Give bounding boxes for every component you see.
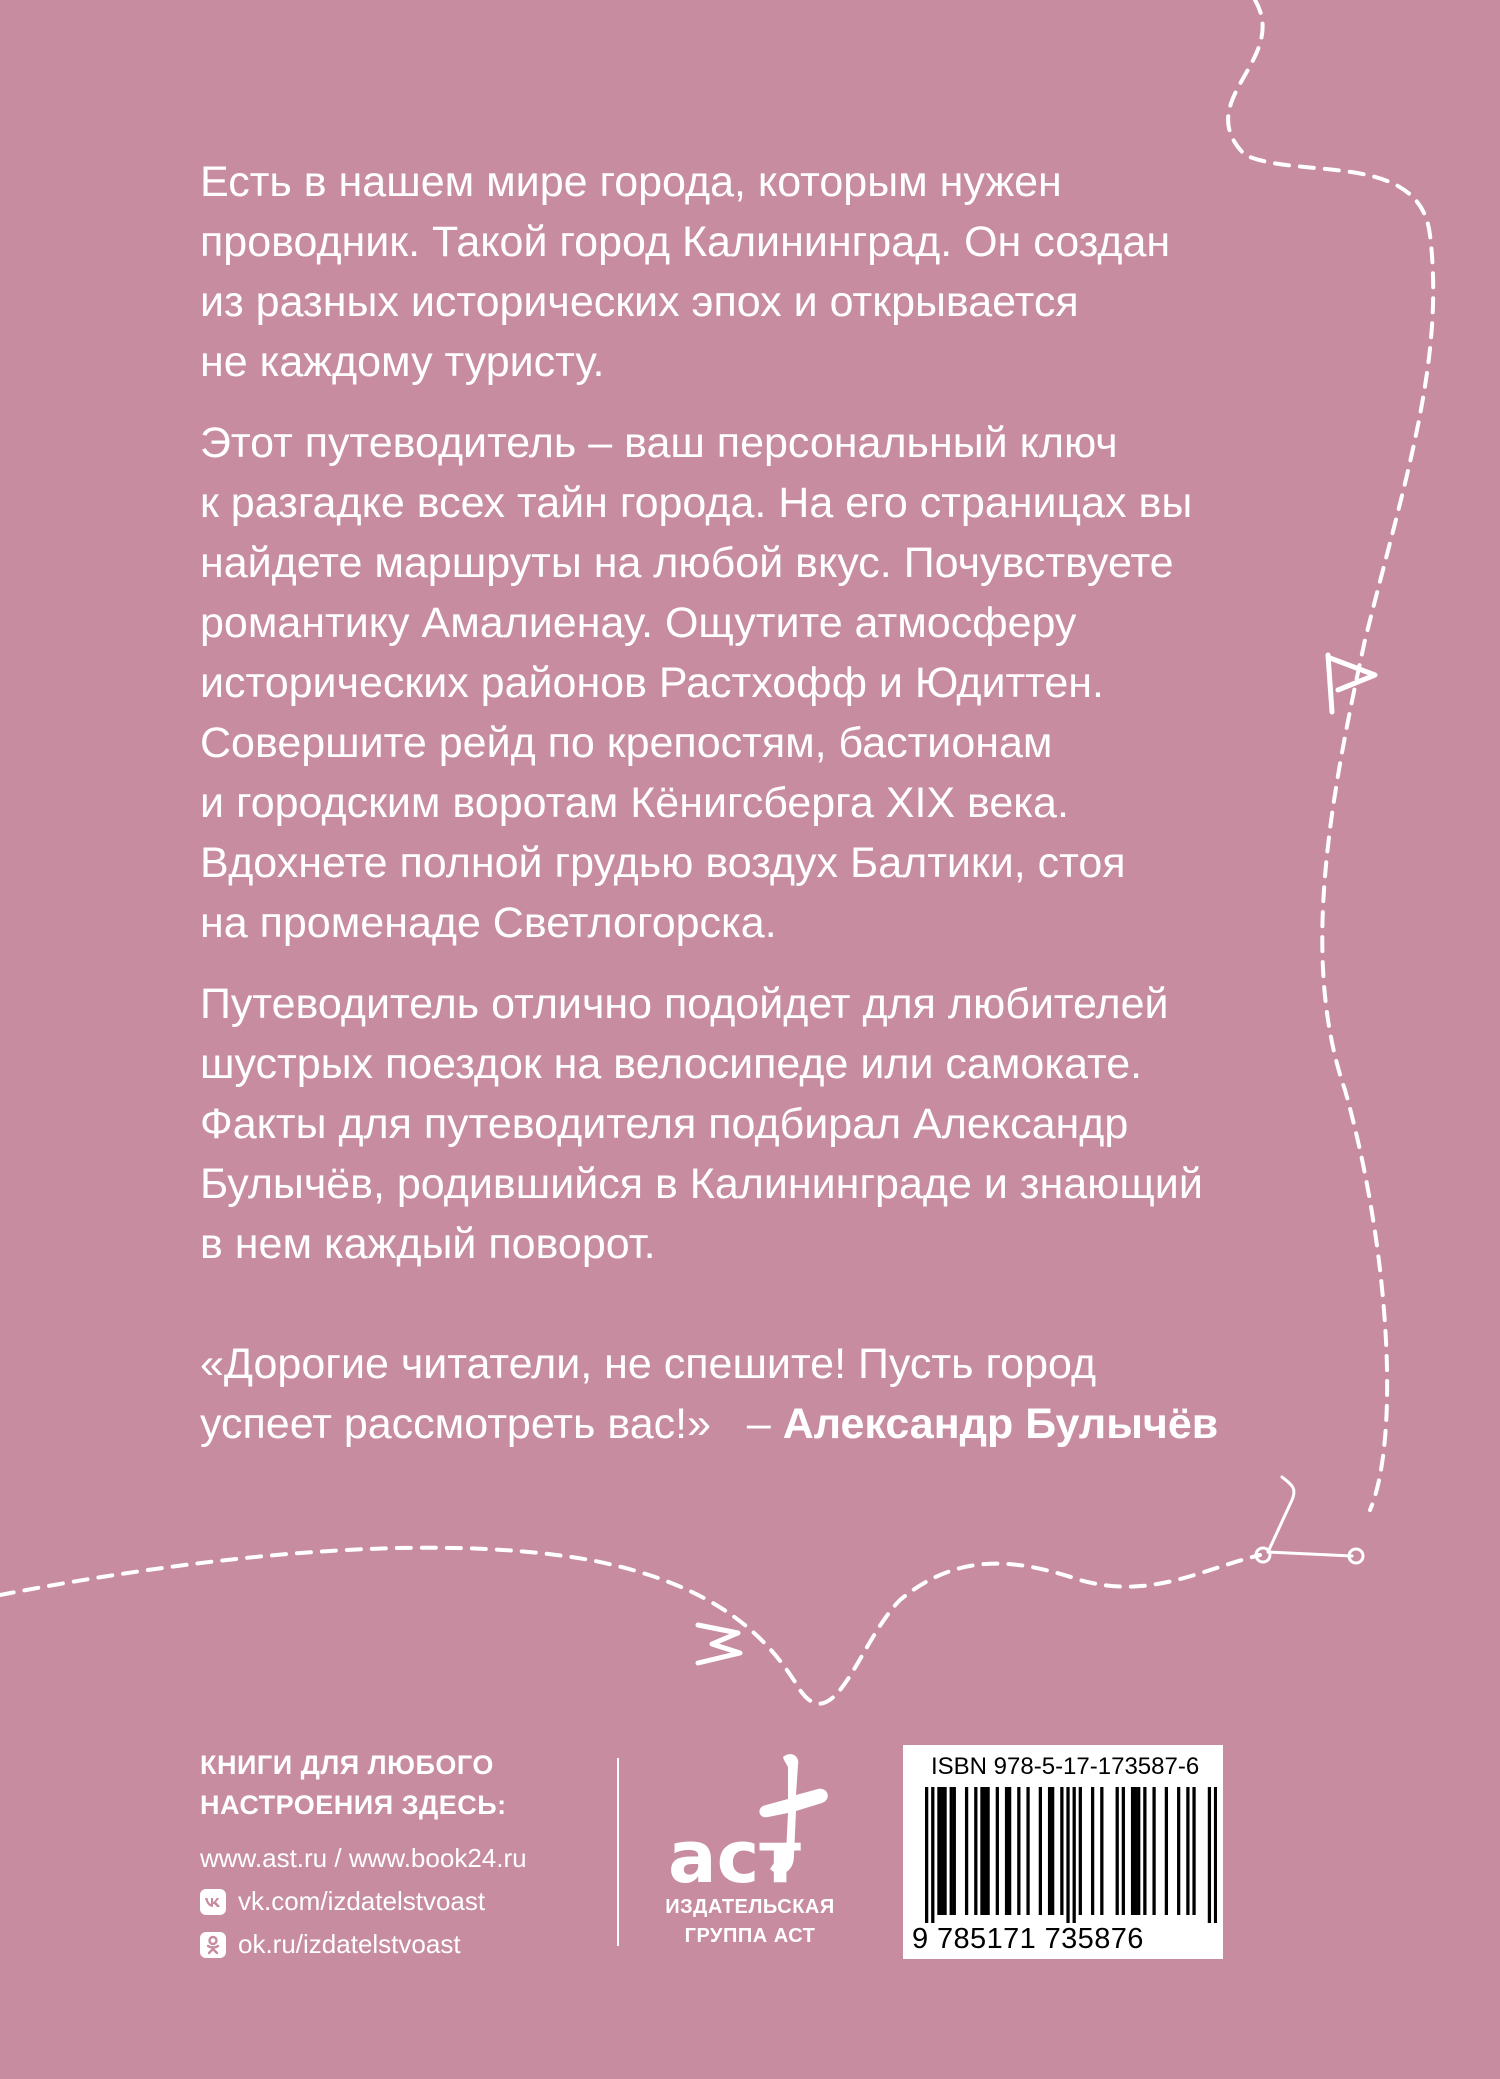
barcode-bar (953, 1787, 956, 1915)
publisher-caption-line-1: ИЗДАТЕЛЬСКАЯ (665, 1896, 835, 1918)
barcode-bar (1005, 1787, 1008, 1915)
barcode-bar (931, 1787, 934, 1923)
barcode-bar (1048, 1787, 1051, 1915)
barcode-bar (980, 1787, 983, 1915)
blurb-line: Булычёв, родившийся в Калининграде и знающий (200, 1160, 1203, 1208)
barcode-bar (1051, 1787, 1054, 1915)
ok-link[interactable] (200, 1923, 527, 1966)
blurb-line: в нем каждый поворот. (200, 1220, 656, 1268)
websites-link[interactable] (200, 1837, 527, 1880)
author-quote (200, 1334, 1340, 1454)
barcode-bar (1100, 1787, 1103, 1915)
barcode-bar (925, 1787, 928, 1923)
barcode-bar (965, 1787, 968, 1915)
blurb-line: Вдохнете полной грудью воздух Балтики, стоя (200, 839, 1126, 887)
vk-text: vk.com/izdatelstvoast (238, 1886, 486, 1916)
quote-line-2: успеет рассмотреть вас!» – (200, 1400, 783, 1448)
blurb-paragraph-3 (200, 974, 1340, 1274)
back-cover-blurb (200, 152, 1340, 1454)
barcode-bar (1186, 1787, 1189, 1915)
blurb-line: и городским воротам Кёнигсберга XIX века. (200, 779, 1069, 827)
barcode-bar (1214, 1787, 1217, 1923)
dashed-route-bottom (0, 1548, 1260, 1704)
blurb-line: Путеводитель отлично подойдет для любителей (200, 980, 1169, 1028)
scooter-icon (1256, 1477, 1363, 1563)
blurb-line: из разных исторических эпох и открывается (200, 278, 1079, 326)
barcode-bar (1131, 1787, 1134, 1915)
vk-link[interactable] (200, 1880, 527, 1923)
blurb-line: не каждому туристу. (200, 338, 605, 386)
barcode-bar (1091, 1787, 1094, 1915)
promo-block (200, 1745, 527, 1966)
barcode-bar (1066, 1787, 1069, 1923)
blurb-line: найдете маршруты на любой вкус. Почувствуете (200, 539, 1174, 587)
barcode-bar (1017, 1787, 1020, 1915)
barcode-bar (996, 1787, 999, 1915)
barcode-bar (974, 1787, 977, 1915)
ast-logo (650, 1745, 850, 1890)
barcode-bar (1165, 1787, 1168, 1915)
barcode-bar (1039, 1787, 1042, 1915)
blurb-line: шустрых поездок на велосипеде или самокате. (200, 1040, 1143, 1088)
barcode-bar (1192, 1787, 1195, 1915)
barcode-bar (940, 1787, 943, 1915)
vk-icon (200, 1889, 226, 1915)
promo-title-line-2: НАСТРОЕНИЯ ЗДЕСЬ: (200, 1790, 507, 1820)
ast-logo-text: аст (668, 1815, 801, 1890)
blurb-line: Факты для путеводителя подбирал Александр (200, 1100, 1129, 1148)
divider-line (617, 1758, 619, 1946)
blurb-line: Есть в нашем мире города, которым нужен (200, 158, 1062, 206)
barcode-bar (1122, 1787, 1125, 1915)
promo-title-line-1: КНИГИ ДЛЯ ЛЮБОГО (200, 1750, 494, 1780)
blurb-line: к разгадке всех тайн города. На его страницах вы (200, 479, 1193, 527)
barcode-bar (1073, 1787, 1076, 1923)
barcode-bar (986, 1787, 989, 1915)
barcode-bar (1143, 1787, 1146, 1915)
blurb-line: Совершите рейд по крепостям, бастионам (200, 719, 1053, 767)
blurb-line: романтику Амалиенау. Ощутите атмосферу (200, 599, 1077, 647)
barcode-bar (1134, 1787, 1137, 1915)
ok-icon (200, 1932, 226, 1958)
publisher-caption (650, 1893, 850, 1951)
barcode-bars (925, 1787, 1217, 1923)
map-marker-icon (698, 1625, 740, 1663)
isbn-label: ISBN 978-5-17-173587-6 (931, 1753, 1200, 1780)
barcode-bar (1008, 1787, 1011, 1915)
barcode-bar (1079, 1787, 1082, 1915)
promo-title (200, 1745, 527, 1825)
barcode-bar (1208, 1787, 1211, 1923)
blurb-line: проводник. Такой город Калининград. Он создан (200, 218, 1171, 266)
isbn-barcode (903, 1745, 1223, 1959)
barcode-bar (950, 1787, 953, 1915)
barcode-bar (937, 1787, 940, 1915)
barcode-bar (1152, 1787, 1155, 1915)
ok-text: ok.ru/izdatelstvoast (238, 1929, 461, 1959)
blurb-paragraph-1 (200, 152, 1340, 392)
blurb-line: исторических районов Растхофф и Юдиттен. (200, 659, 1104, 707)
quote-line-1: «Дорогие читатели, не спешите! Пусть город (200, 1340, 1097, 1388)
publisher-caption-line-2: ГРУППА АСТ (684, 1925, 816, 1947)
barcode-bar (1177, 1787, 1180, 1915)
blurb-line: на променаде Светлогорска. (200, 899, 777, 947)
quote-author: Александр Булычёв (782, 1400, 1219, 1448)
websites-text: www.ast.ru / www.book24.ru (200, 1843, 527, 1873)
barcode-bar (983, 1787, 986, 1915)
barcode-bar (1116, 1787, 1119, 1915)
barcode-bar (1060, 1787, 1063, 1915)
blurb-line: Этот путеводитель – ваш персональный ключ (200, 419, 1118, 467)
barcode-bar (1137, 1787, 1140, 1915)
blurb-paragraph-2 (200, 413, 1340, 953)
barcode-digits: 9 785171 735876 (912, 1923, 1144, 1955)
barcode-bar (943, 1787, 946, 1915)
barcode-bar (1026, 1787, 1029, 1915)
